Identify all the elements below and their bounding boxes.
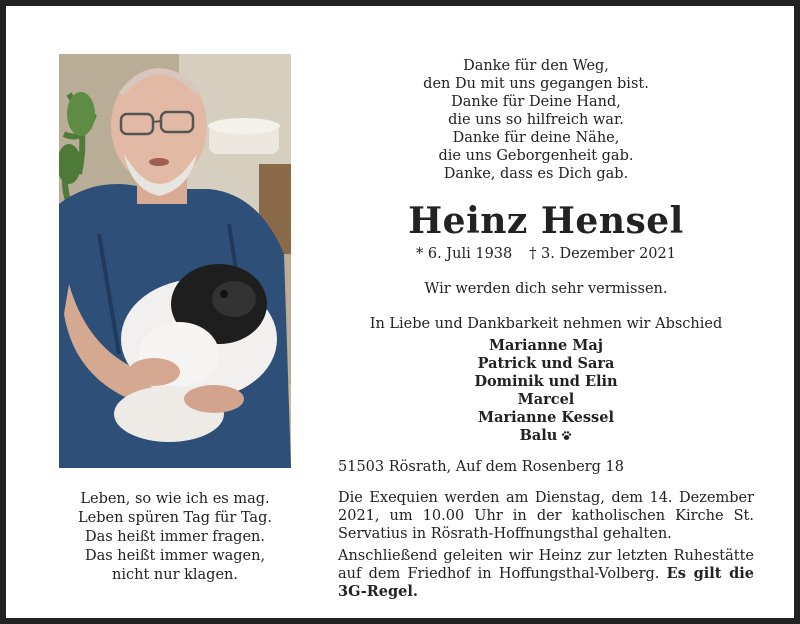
family-member: Marianne Maj	[488, 337, 604, 354]
portrait-photo	[59, 54, 291, 468]
death-date: † 3. Dezember 2021	[529, 246, 676, 262]
family-member: Marianne Kessel	[478, 409, 614, 426]
right-poem-line: den Du mit uns gegangen bist.	[423, 76, 649, 92]
left-poem-line: Leben, so wie ich es mag.	[80, 491, 270, 507]
family-member: Dominik und Elin	[474, 373, 618, 390]
right-poem-line: Danke für Deine Hand,	[451, 94, 621, 110]
burial-sentence: Anschließend geleiten wir Heinz zur letzten Ruhestätte auf dem Friedhof in Hoffungsthal-Volberg.	[338, 548, 754, 582]
burial-text	[338, 547, 754, 601]
miss-text: Wir werden dich sehr vermissen.	[424, 281, 668, 297]
family-member: Marcel	[517, 391, 575, 408]
family-member: Patrick und Sara	[477, 355, 615, 372]
portrait-illustration	[59, 54, 291, 468]
exequien-text: Die Exequien werden am Dienstag, dem 14. Dezember 2021, um 10.00 Uhr in der katholischen Kirche St. Servatius in Rösrath-Hoffnungsthal gehalten.	[338, 490, 754, 542]
life-dates	[416, 244, 686, 264]
covid-rule: Es gilt die 3G-Regel.	[338, 565, 754, 600]
left-poem-line: nicht nur klagen.	[112, 567, 238, 583]
address: 51503 Rösrath, Auf dem Rosenberg 18	[338, 459, 624, 475]
family-pet	[386, 427, 706, 446]
left-poem	[59, 490, 291, 585]
farewell-text: In Liebe und Dankbarkeit nehmen wir Abschied	[369, 316, 723, 332]
right-poem-line: Danke für deine Nähe,	[452, 130, 620, 146]
birth-date: * 6. Juli 1938	[416, 246, 513, 262]
right-poem-line: Danke, dass es Dich gab.	[443, 166, 629, 182]
left-poem-line: Das heißt immer fragen.	[84, 529, 265, 545]
family-list	[386, 337, 706, 446]
deceased-name: Heinz Hensel	[408, 200, 684, 242]
paw-icon	[561, 428, 572, 446]
left-poem-line: Leben spüren Tag für Tag.	[78, 510, 272, 526]
right-poem-line: die uns so hilfreich war.	[448, 112, 624, 128]
left-poem-line: Das heißt immer wagen,	[84, 548, 266, 564]
right-poem-line: Danke für den Weg,	[463, 58, 609, 74]
pet-name: Balu	[519, 427, 558, 444]
right-poem-line: die uns Geborgenheit gab.	[438, 148, 634, 164]
right-poem	[386, 57, 686, 183]
